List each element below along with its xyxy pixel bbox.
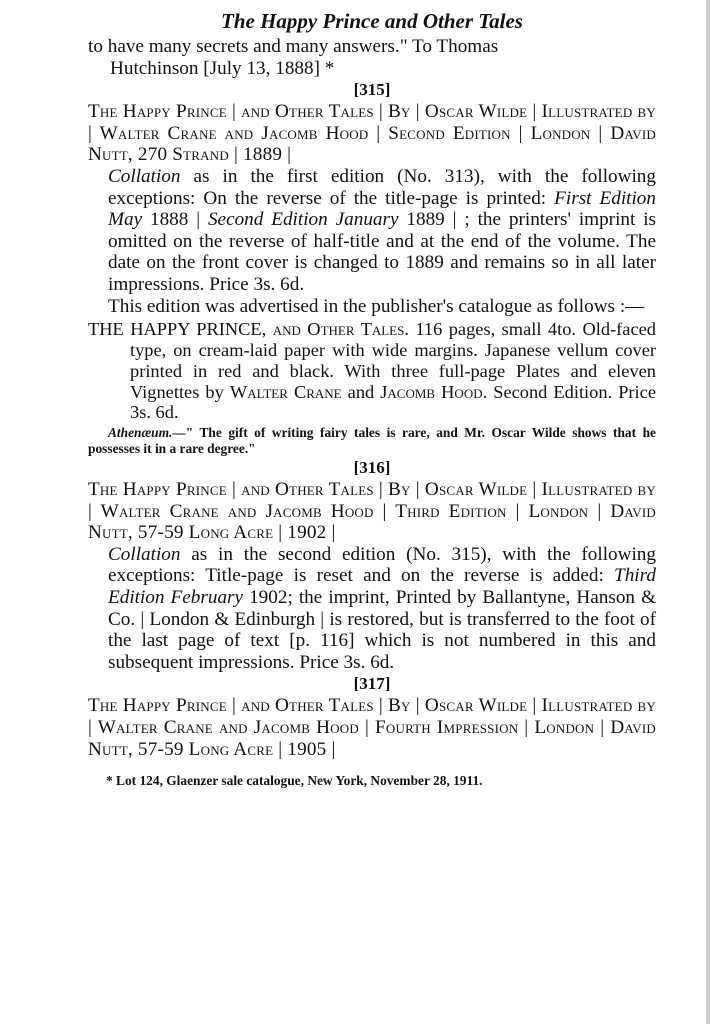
entry-title-315: The Happy Prince | and Other Tales | By | Oscar Wilde | Illustrated by | Walter Crane and Jacomb Hood | Second Edition | London | David Nutt, 270 Strand | 1889 |: [88, 101, 656, 166]
advert-subtitle: and Other Tales.: [272, 319, 409, 340]
collation-italic: First Edition May: [108, 187, 656, 231]
advert-name: Walter Crane: [229, 381, 342, 402]
advert-name: Jacomb Hood.: [380, 381, 488, 402]
footnote: * Lot 124, Glaenzer sale catalogue, New York, November 28, 1911.: [106, 773, 483, 789]
collation-text: 1902; the imprint, Printed by Ballantyne, Hanson & Co. | London & Edinburgh | is restored, but is transferred to the foot of the last page of text [p. 116] which is not numbered in this and subsequent impressions. Price 3s. 6d.: [108, 587, 656, 673]
collation-text: 1889 | ; the printers' imprint is omitted on the reverse of half-title and at the end of the volume. The date on the front cover is changed to 1889 and remains so in all later impressions. Price 3s. 6d.: [108, 209, 657, 295]
entry-title-317: The Happy Prince | and Other Tales | By | Oscar Wilde | Illustrated by | Walter Crane and Jacomb Hood | Fourth Impression | London | David Nutt, 57-59 Long Acre | 1905 |: [88, 695, 656, 760]
collation-label: Collation: [108, 165, 181, 187]
quote-source: Athenæum.: [108, 425, 173, 441]
advert-text: Second Edition. Price 3s. 6d.: [130, 381, 656, 423]
document-page: [88, 8, 656, 790]
entry-title-316: The Happy Prince | and Other Tales | By | Oscar Wilde | Illustrated by | Walter Crane and Jacomb Hood | Third Edition | London | David Nutt, 57-59 Long Acre | 1902 |: [88, 479, 656, 544]
collation-text: as in the second edition (No. 315), with the following exceptions: Title-page is reset and on the reverse is added:: [108, 543, 656, 587]
quote-text: —" The gift of writing fairy tales is rare, and Mr. Oscar Wilde shows that he possesses it in a rare degree.": [88, 425, 656, 457]
continuation-line-1: to have many secrets and many answers." To Thomas: [88, 36, 499, 57]
collation-text: 1888 |: [142, 209, 208, 231]
running-head: The Happy Prince and Other Tales: [221, 9, 523, 33]
collation-316: [88, 544, 656, 674]
entry-number-317: [317]: [353, 674, 391, 694]
advert-text: and: [341, 381, 381, 402]
entry-number-316: [316]: [353, 458, 391, 478]
continuation-line-2: Hutchinson [July 13, 1888] *: [110, 57, 335, 79]
collation-315: [88, 166, 656, 296]
advert-text: 116 pages, small 4to. Old-faced type, on cream-laid paper with wide margins. Japanese vellum cover printed in red and black. With three full-page Plates and eleven Vignettes by: [130, 319, 656, 402]
collation-text: as in the first edition (No. 313), with the following exceptions: On the reverse of the title-page is printed:: [108, 165, 656, 209]
athenaeum-quote: [88, 425, 656, 457]
advert-title: THE HAPPY PRINCE,: [88, 319, 273, 340]
entry-number-315: [315]: [353, 80, 391, 100]
advertised-note: This edition was advertised in the publisher's catalogue as follows :—: [108, 295, 645, 317]
collation-italic: Second Edition January: [207, 209, 399, 231]
catalogue-advert: [88, 319, 656, 423]
page-edge: [706, 0, 710, 1024]
collation-italic: Third Edition February: [108, 565, 656, 609]
collation-label: Collation: [108, 543, 181, 565]
